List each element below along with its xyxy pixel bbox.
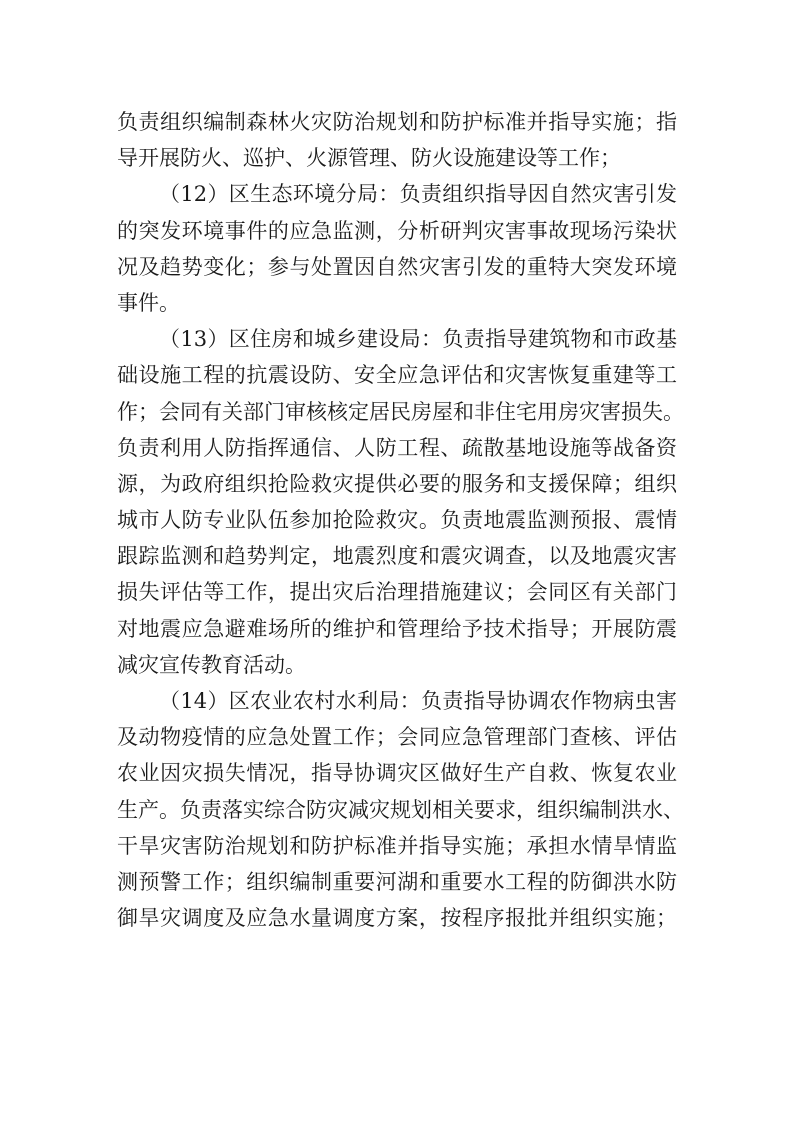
text-line: 城市人防专业队伍参加抢险救灾。负责地震监测预报、震情 (117, 508, 677, 533)
text-line: 干旱灾害防治规划和防护标准并指导实施；承担水情旱情监 (117, 833, 677, 858)
text-line: 御旱灾调度及应急水量调度方案，按程序报批并组织实施； (117, 906, 677, 931)
text-line: 事件。 (117, 290, 180, 315)
text-line: 对地震应急避难场所的维护和管理给予技术指导；开展防震 (117, 616, 677, 641)
text-line: （14）区农业农村水利局：负责指导协调农作物病虫害 (159, 689, 677, 713)
text-line: （12）区生态环境分局：负责组织指导因自然灾害引发 (159, 182, 677, 207)
text-line: 负责组织编制森林火灾防治规划和防护标准并指导实施；指 (117, 110, 677, 134)
text-line: 农业因灾损失情况，指导协调灾区做好生产自救、恢复农业 (117, 761, 677, 786)
text-line: 测预警工作；组织编制重要河湖和重要水工程的防御洪水防 (117, 869, 677, 894)
text-line: 负责利用人防指挥通信、人防工程、疏散基地设施等战备资 (117, 435, 677, 460)
text-line: 减灾宣传教育活动。 (117, 652, 306, 677)
text-line: 损失评估等工作，提出灾后治理措施建议；会同区有关部门 (117, 580, 677, 605)
text-line: 及动物疫情的应急处置工作；会同应急管理部门查核、评估 (117, 725, 677, 750)
text-line: 础设施工程的抗震设防、安全应急评估和灾害恢复重建等工 (117, 363, 677, 388)
text-line: 生产。负责落实综合防灾减灾规划相关要求，组织编制洪水、 (117, 797, 684, 822)
text-line: 跟踪监测和趋势判定，地震烈度和震灾调查，以及地震灾害 (117, 544, 677, 569)
text-line: 作；会同有关部门审核核定居民房屋和非住宅用房灾害损失。 (117, 399, 684, 424)
text-line: 的突发环境事件的应急监测，分析研判灾害事故现场污染状 (117, 218, 677, 243)
text-line: 导开展防火、巡护、火源管理、防火设施建设等工作； (117, 146, 621, 171)
text-line: （13）区住房和城乡建设局：负责指导建筑物和市政基 (159, 327, 677, 352)
text-line: 况及趋势变化；参与处置因自然灾害引发的重特大突发环境 (117, 254, 677, 279)
text-line: 源，为政府组织抢险救灾提供必要的服务和支援保障；组织 (117, 471, 677, 496)
body-text (117, 104, 684, 936)
